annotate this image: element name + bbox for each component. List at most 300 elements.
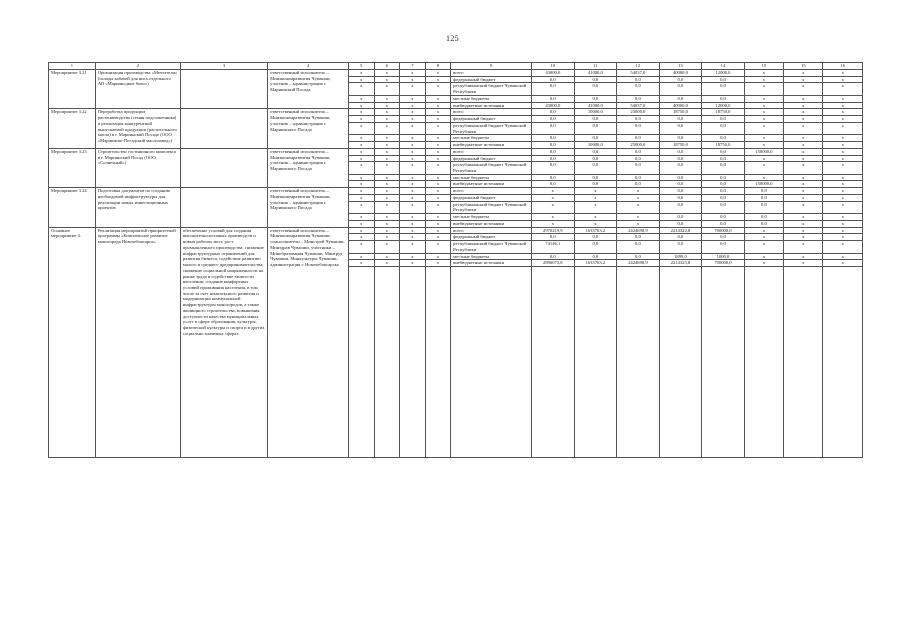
amount-cell: 0,0 xyxy=(702,188,745,195)
column-number: 15 xyxy=(784,63,823,70)
amount-cell: 18750,0 xyxy=(659,142,702,149)
amount-cell: 0,0 xyxy=(659,220,702,227)
amount-cell: 0,0 xyxy=(702,162,745,174)
amount-cell: x xyxy=(532,201,575,213)
code-cell: x xyxy=(425,122,451,134)
amount-cell: x xyxy=(784,253,823,260)
amount-cell: x xyxy=(744,155,783,162)
code-cell: x xyxy=(425,201,451,213)
amount-cell: x xyxy=(784,135,823,142)
amount-cell: 0,0 xyxy=(574,155,617,162)
amount-cell: 0,0 xyxy=(617,253,660,260)
code-cell: x xyxy=(349,116,375,123)
code-cell: x xyxy=(349,227,375,234)
empty-cell xyxy=(425,267,451,458)
code-cell: x xyxy=(400,260,426,267)
code-cell: x xyxy=(400,214,426,221)
amount-cell: 2424698,9 xyxy=(617,260,660,267)
amount-cell: x xyxy=(823,148,863,155)
amount-cell: 0,0 xyxy=(659,116,702,123)
amount-cell: 0,0 xyxy=(702,155,745,162)
code-cell: x xyxy=(425,70,451,77)
code-cell: x xyxy=(349,122,375,134)
funding-source: внебюджетные источники xyxy=(451,181,532,188)
code-cell: x xyxy=(349,201,375,213)
funding-source: всего xyxy=(451,227,532,234)
code-cell: x xyxy=(400,181,426,188)
amount-cell: 0,0 xyxy=(574,148,617,155)
amount-cell: 0,0 xyxy=(532,253,575,260)
code-cell: x xyxy=(400,253,426,260)
amount-cell: x xyxy=(823,241,863,253)
code-cell: x xyxy=(425,220,451,227)
amount-cell: 0,0 xyxy=(574,83,617,95)
empty-cell xyxy=(702,267,745,458)
empty-cell xyxy=(659,267,702,458)
amount-cell: 0,0 xyxy=(617,95,660,102)
amount-cell: 0,0 xyxy=(617,135,660,142)
measure-executor: ответственный исполнитель – Минэкономразвития Чувашии, соисполнители – Минстрой Чувашии, Минздрав Чувашии, участники – Минобразования Чувашии, Минтруд Чувашии, Минкультуры Чувашии, администрация г. Новочебоксарска xyxy=(268,227,349,457)
funding-source: всего xyxy=(451,148,532,155)
amount-cell: 0,0 xyxy=(744,220,783,227)
amount-cell: 0,0 xyxy=(574,95,617,102)
amount-cell: 0,0 xyxy=(659,214,702,221)
amount-cell: 0,0 xyxy=(617,122,660,134)
amount-cell: 0,0 xyxy=(617,174,660,181)
empty-cell xyxy=(617,267,660,458)
amount-cell: x xyxy=(823,135,863,142)
code-cell: x xyxy=(374,260,400,267)
amount-cell: x xyxy=(823,227,863,234)
amount-cell: 0,0 xyxy=(617,155,660,162)
measure-result xyxy=(180,70,267,109)
funding-source: федеральный бюджет xyxy=(451,116,532,123)
funding-source: федеральный бюджет xyxy=(451,76,532,83)
amount-cell: 0,0 xyxy=(532,148,575,155)
code-cell: x xyxy=(425,227,451,234)
amount-cell: 12000,0 xyxy=(702,70,745,77)
amount-cell: 2214323,8 xyxy=(659,260,702,267)
code-cell: x xyxy=(374,241,400,253)
amount-cell: 0,0 xyxy=(659,181,702,188)
amount-cell: x xyxy=(617,220,660,227)
amount-cell: x xyxy=(784,214,823,221)
code-cell: x xyxy=(400,227,426,234)
column-number: 2 xyxy=(95,63,180,70)
amount-cell: x xyxy=(784,181,823,188)
amount-cell: x xyxy=(784,148,823,155)
amount-cell: 0,0 xyxy=(744,201,783,213)
amount-cell: 150000,0 xyxy=(744,181,783,188)
amount-cell: 43000,0 xyxy=(532,70,575,77)
code-cell: x xyxy=(425,76,451,83)
code-cell: x xyxy=(374,109,400,116)
amount-cell: 0,0 xyxy=(617,148,660,155)
amount-cell: 0,0 xyxy=(532,155,575,162)
amount-cell: x xyxy=(744,142,783,149)
code-cell: x xyxy=(425,188,451,195)
amount-cell: x xyxy=(823,122,863,134)
amount-cell: x xyxy=(744,241,783,253)
code-cell: x xyxy=(400,142,426,149)
amount-cell: 0,0 xyxy=(702,174,745,181)
amount-cell: x xyxy=(574,220,617,227)
code-cell: x xyxy=(349,109,375,116)
code-cell: x xyxy=(349,181,375,188)
amount-cell: 74146,1 xyxy=(532,241,575,253)
amount-cell: 0,0 xyxy=(659,76,702,83)
amount-cell: 0,0 xyxy=(744,194,783,201)
empty-cell xyxy=(400,267,426,458)
amount-cell: x xyxy=(574,188,617,195)
code-cell: x xyxy=(425,241,451,253)
amount-cell: x xyxy=(744,122,783,134)
amount-cell: x xyxy=(784,260,823,267)
code-cell: x xyxy=(400,155,426,162)
amount-cell: 0,0 xyxy=(659,83,702,95)
column-number: 6 xyxy=(374,63,400,70)
amount-cell: x xyxy=(823,102,863,109)
empty-cell xyxy=(451,267,532,458)
code-cell: x xyxy=(374,220,400,227)
measure-result xyxy=(180,148,267,187)
funding-source: республиканский бюджет Чувашской Республики xyxy=(451,201,532,213)
amount-cell: 700000,0 xyxy=(702,260,745,267)
code-cell: x xyxy=(349,148,375,155)
amount-cell: 54037,0 xyxy=(617,102,660,109)
amount-cell: 12000,0 xyxy=(702,102,745,109)
code-cell: x xyxy=(400,83,426,95)
amount-cell: 0,0 xyxy=(574,76,617,83)
code-cell: x xyxy=(400,135,426,142)
funding-source: местные бюджеты xyxy=(451,135,532,142)
empty-cell xyxy=(574,267,617,458)
amount-cell: 40000,0 xyxy=(659,102,702,109)
amount-cell: x xyxy=(823,201,863,213)
table-row xyxy=(49,148,863,155)
code-cell: x xyxy=(374,142,400,149)
code-cell: x xyxy=(425,148,451,155)
code-cell: x xyxy=(349,260,375,267)
code-cell: x xyxy=(374,214,400,221)
code-cell: x xyxy=(374,194,400,201)
amount-cell: x xyxy=(784,241,823,253)
code-cell: x xyxy=(425,155,451,162)
measure-code: Мероприятие 3.24 xyxy=(49,188,96,227)
amount-cell: 0,0 xyxy=(574,234,617,241)
amount-cell: 0,0 xyxy=(532,162,575,174)
column-number: 15 xyxy=(744,63,783,70)
code-cell: x xyxy=(349,188,375,195)
amount-cell: 0,0 xyxy=(574,241,617,253)
amount-cell: x xyxy=(744,102,783,109)
amount-cell: 18750,0 xyxy=(702,109,745,116)
amount-cell: x xyxy=(823,234,863,241)
code-cell: x xyxy=(374,174,400,181)
amount-cell: 0,0 xyxy=(702,135,745,142)
funding-source: республиканский бюджет Чувашской Республики xyxy=(451,241,532,253)
amount-cell: 0,0 xyxy=(532,122,575,134)
amount-cell: 0,0 xyxy=(532,116,575,123)
amount-cell: x xyxy=(823,194,863,201)
table-row xyxy=(49,188,863,195)
amount-cell: 0,0 xyxy=(659,174,702,181)
code-cell: x xyxy=(425,253,451,260)
code-cell: x xyxy=(400,234,426,241)
amount-cell: x xyxy=(744,116,783,123)
code-cell: x xyxy=(400,162,426,174)
measure-executor: ответственный исполнитель – Минэкономразвития Чувашии, участник – администрация г. Мариинского Посада xyxy=(268,109,349,148)
funding-source: внебюджетные источники xyxy=(451,102,532,109)
amount-cell: 0,0 xyxy=(532,174,575,181)
column-number: 12 xyxy=(617,63,660,70)
amount-cell: x xyxy=(823,253,863,260)
amount-cell: 0,0 xyxy=(659,234,702,241)
measure-executor: ответственный исполнитель – Минэкономразвития Чувашии, участник – администрация г. Мариинского Посада xyxy=(268,148,349,187)
funding-source: федеральный бюджет xyxy=(451,234,532,241)
empty-cell xyxy=(744,267,783,458)
funding-source: внебюджетные источники xyxy=(451,260,532,267)
code-cell: x xyxy=(349,155,375,162)
amount-cell: x xyxy=(823,116,863,123)
code-cell: x xyxy=(400,241,426,253)
code-cell: x xyxy=(425,83,451,95)
amount-cell: x xyxy=(784,109,823,116)
code-cell: x xyxy=(374,116,400,123)
funding-source: федеральный бюджет xyxy=(451,194,532,201)
code-cell: x xyxy=(425,194,451,201)
code-cell: x xyxy=(374,253,400,260)
amount-cell: 2424698,9 xyxy=(617,227,660,234)
column-number: 11 xyxy=(574,63,617,70)
amount-cell: 0,0 xyxy=(702,116,745,123)
amount-cell: 0,0 xyxy=(702,201,745,213)
measure-executor: ответственный исполнитель – Минэкономразвития Чувашии, участник – администрация г. Мариинского Посада xyxy=(268,188,349,227)
code-cell: x xyxy=(425,142,451,149)
amount-cell: x xyxy=(744,76,783,83)
funding-source: местные бюджеты xyxy=(451,214,532,221)
amount-cell: 0,0 xyxy=(702,214,745,221)
code-cell: x xyxy=(374,234,400,241)
code-cell: x xyxy=(400,70,426,77)
code-cell: x xyxy=(425,95,451,102)
table-row xyxy=(49,70,863,77)
amount-cell: x xyxy=(823,220,863,227)
amount-cell: x xyxy=(784,174,823,181)
measure-name: Организация производства «Мечтатели» (склады кабачей для нисх.отдельного АО «Мариинсдкие бово») xyxy=(95,70,180,109)
code-cell: x xyxy=(349,102,375,109)
code-cell: x xyxy=(400,109,426,116)
code-cell: x xyxy=(374,70,400,77)
amount-cell: x xyxy=(617,188,660,195)
measure-code: Мероприятие 3.22 xyxy=(49,109,96,148)
funding-source: всего xyxy=(451,109,532,116)
funding-source: местные бюджеты xyxy=(451,95,532,102)
code-cell: x xyxy=(400,188,426,195)
code-cell: x xyxy=(400,95,426,102)
funding-source: всего xyxy=(451,70,532,77)
amount-cell: 54037,0 xyxy=(617,70,660,77)
code-cell: x xyxy=(349,174,375,181)
code-cell: x xyxy=(400,174,426,181)
amount-cell: x xyxy=(823,70,863,77)
code-cell: x xyxy=(349,194,375,201)
amount-cell: 0,0 xyxy=(532,95,575,102)
amount-cell: x xyxy=(784,194,823,201)
code-cell: x xyxy=(425,135,451,142)
amount-cell: 18750,0 xyxy=(659,109,702,116)
amount-cell: x xyxy=(574,214,617,221)
amount-cell: 0,0 xyxy=(574,253,617,260)
amount-cell: 10000,0 xyxy=(574,109,617,116)
amount-cell: 0,0 xyxy=(702,95,745,102)
amount-cell: x xyxy=(784,234,823,241)
amount-cell: 25000,0 xyxy=(617,142,660,149)
column-number-row xyxy=(49,63,863,70)
amount-cell: x xyxy=(784,201,823,213)
code-cell: x xyxy=(349,76,375,83)
amount-cell: x xyxy=(823,155,863,162)
funding-source: республиканский бюджет Чувашской Республики xyxy=(451,162,532,174)
column-number: 7 xyxy=(400,63,426,70)
amount-cell: 0,0 xyxy=(659,135,702,142)
funding-source: республиканский бюджет Чувашской Республики xyxy=(451,122,532,134)
amount-cell: 0,0 xyxy=(574,122,617,134)
amount-cell: x xyxy=(744,234,783,241)
amount-cell: 0,0 xyxy=(659,122,702,134)
amount-cell: 40000,0 xyxy=(659,70,702,77)
amount-cell: x xyxy=(744,83,783,95)
code-cell: x xyxy=(425,116,451,123)
amount-cell: 41000,0 xyxy=(574,70,617,77)
amount-cell: x xyxy=(823,76,863,83)
program-table xyxy=(48,62,863,458)
amount-cell: 2970219,9 xyxy=(532,227,575,234)
funding-source: федеральный бюджет xyxy=(451,155,532,162)
column-number: 13 xyxy=(659,63,702,70)
code-cell: x xyxy=(400,116,426,123)
code-cell: x xyxy=(349,234,375,241)
code-cell: x xyxy=(374,135,400,142)
amount-cell: x xyxy=(744,135,783,142)
amount-cell: 41000,0 xyxy=(574,102,617,109)
amount-cell: x xyxy=(784,70,823,77)
code-cell: x xyxy=(349,162,375,174)
amount-cell: 2896073,8 xyxy=(532,260,575,267)
empty-cell xyxy=(374,267,400,458)
amount-cell: 0,0 xyxy=(617,116,660,123)
amount-cell: x xyxy=(823,214,863,221)
amount-cell: 0,0 xyxy=(744,214,783,221)
code-cell: x xyxy=(374,148,400,155)
funding-source: местные бюджеты xyxy=(451,253,532,260)
funding-source: местные бюджеты xyxy=(451,174,532,181)
amount-cell: 0,0 xyxy=(532,135,575,142)
amount-cell: x xyxy=(823,95,863,102)
amount-cell: x xyxy=(823,188,863,195)
amount-cell: x xyxy=(744,162,783,174)
measure-name: Реализация мероприятий приоритетной программы «Комплексное развитие моногорода Новочебоксарск» xyxy=(95,227,180,457)
amount-cell: 0,0 xyxy=(617,241,660,253)
amount-cell: 0,0 xyxy=(617,83,660,95)
amount-cell: 700000,0 xyxy=(702,227,745,234)
amount-cell: 0,0 xyxy=(659,148,702,155)
amount-cell: 0,0 xyxy=(659,155,702,162)
amount-cell: x xyxy=(532,214,575,221)
amount-cell: 0,0 xyxy=(532,142,575,149)
amount-cell: 43000,0 xyxy=(532,102,575,109)
measure-code: Мероприятие 3.23 xyxy=(49,148,96,187)
code-cell: x xyxy=(400,76,426,83)
amount-cell: 0,0 xyxy=(659,188,702,195)
amount-cell: x xyxy=(784,83,823,95)
amount-cell: 0,0 xyxy=(617,162,660,174)
amount-cell: x xyxy=(784,102,823,109)
code-cell: x xyxy=(374,188,400,195)
amount-cell: 1635763,2 xyxy=(574,260,617,267)
funding-source: внебюджетные источники xyxy=(451,142,532,149)
empty-cell xyxy=(823,267,863,458)
amount-cell: x xyxy=(784,188,823,195)
amount-cell: 0,0 xyxy=(617,234,660,241)
measure-result xyxy=(180,109,267,148)
amount-cell: x xyxy=(784,122,823,134)
amount-cell: 0,0 xyxy=(744,188,783,195)
code-cell: x xyxy=(374,201,400,213)
measure-name: Переработка продукции растениеводства (семян подсолнечника) и реализация конкурентной выпускаемой продукции (растительного масла) в г. Мариинский Посаде (ООО «Мариинско-Посадский маслозавод») xyxy=(95,109,180,148)
amount-cell: x xyxy=(617,194,660,201)
code-cell: x xyxy=(425,102,451,109)
code-cell: x xyxy=(400,148,426,155)
table-row xyxy=(49,227,863,234)
code-cell: x xyxy=(425,260,451,267)
amount-cell: 0,0 xyxy=(659,201,702,213)
amount-cell: x xyxy=(823,174,863,181)
amount-cell: x xyxy=(744,109,783,116)
measure-executor: ответственный исполнитель – Минэкономразвития Чувашии, участник – администрация г. Мариинский Посада xyxy=(268,70,349,109)
amount-cell: 0,0 xyxy=(659,95,702,102)
code-cell: x xyxy=(400,102,426,109)
amount-cell: x xyxy=(574,194,617,201)
code-cell: x xyxy=(349,253,375,260)
amount-cell: x xyxy=(823,260,863,267)
amount-cell: x xyxy=(784,220,823,227)
column-number: 8 xyxy=(425,63,451,70)
column-number: 16 xyxy=(823,63,863,70)
amount-cell: 0,0 xyxy=(532,109,575,116)
amount-cell: 0,0 xyxy=(659,241,702,253)
amount-cell: x xyxy=(574,201,617,213)
amount-cell: 0,0 xyxy=(532,83,575,95)
amount-cell: 10000,0 xyxy=(574,142,617,149)
amount-cell: x xyxy=(532,188,575,195)
column-number: 1 xyxy=(49,63,96,70)
code-cell: x xyxy=(374,155,400,162)
code-cell: x xyxy=(349,142,375,149)
funding-source: республиканский бюджет Чувашской Республики xyxy=(451,83,532,95)
amount-cell: x xyxy=(744,260,783,267)
amount-cell: 0,0 xyxy=(617,76,660,83)
funding-source: внебюджетные источники xyxy=(451,220,532,227)
column-number: 9 xyxy=(451,63,532,70)
amount-cell: x xyxy=(617,214,660,221)
code-cell: x xyxy=(374,95,400,102)
amount-cell: 0,0 xyxy=(532,76,575,83)
amount-cell: x xyxy=(532,220,575,227)
column-number: 4 xyxy=(268,63,349,70)
column-number: 14 xyxy=(702,63,745,70)
amount-cell: 0,0 xyxy=(702,241,745,253)
